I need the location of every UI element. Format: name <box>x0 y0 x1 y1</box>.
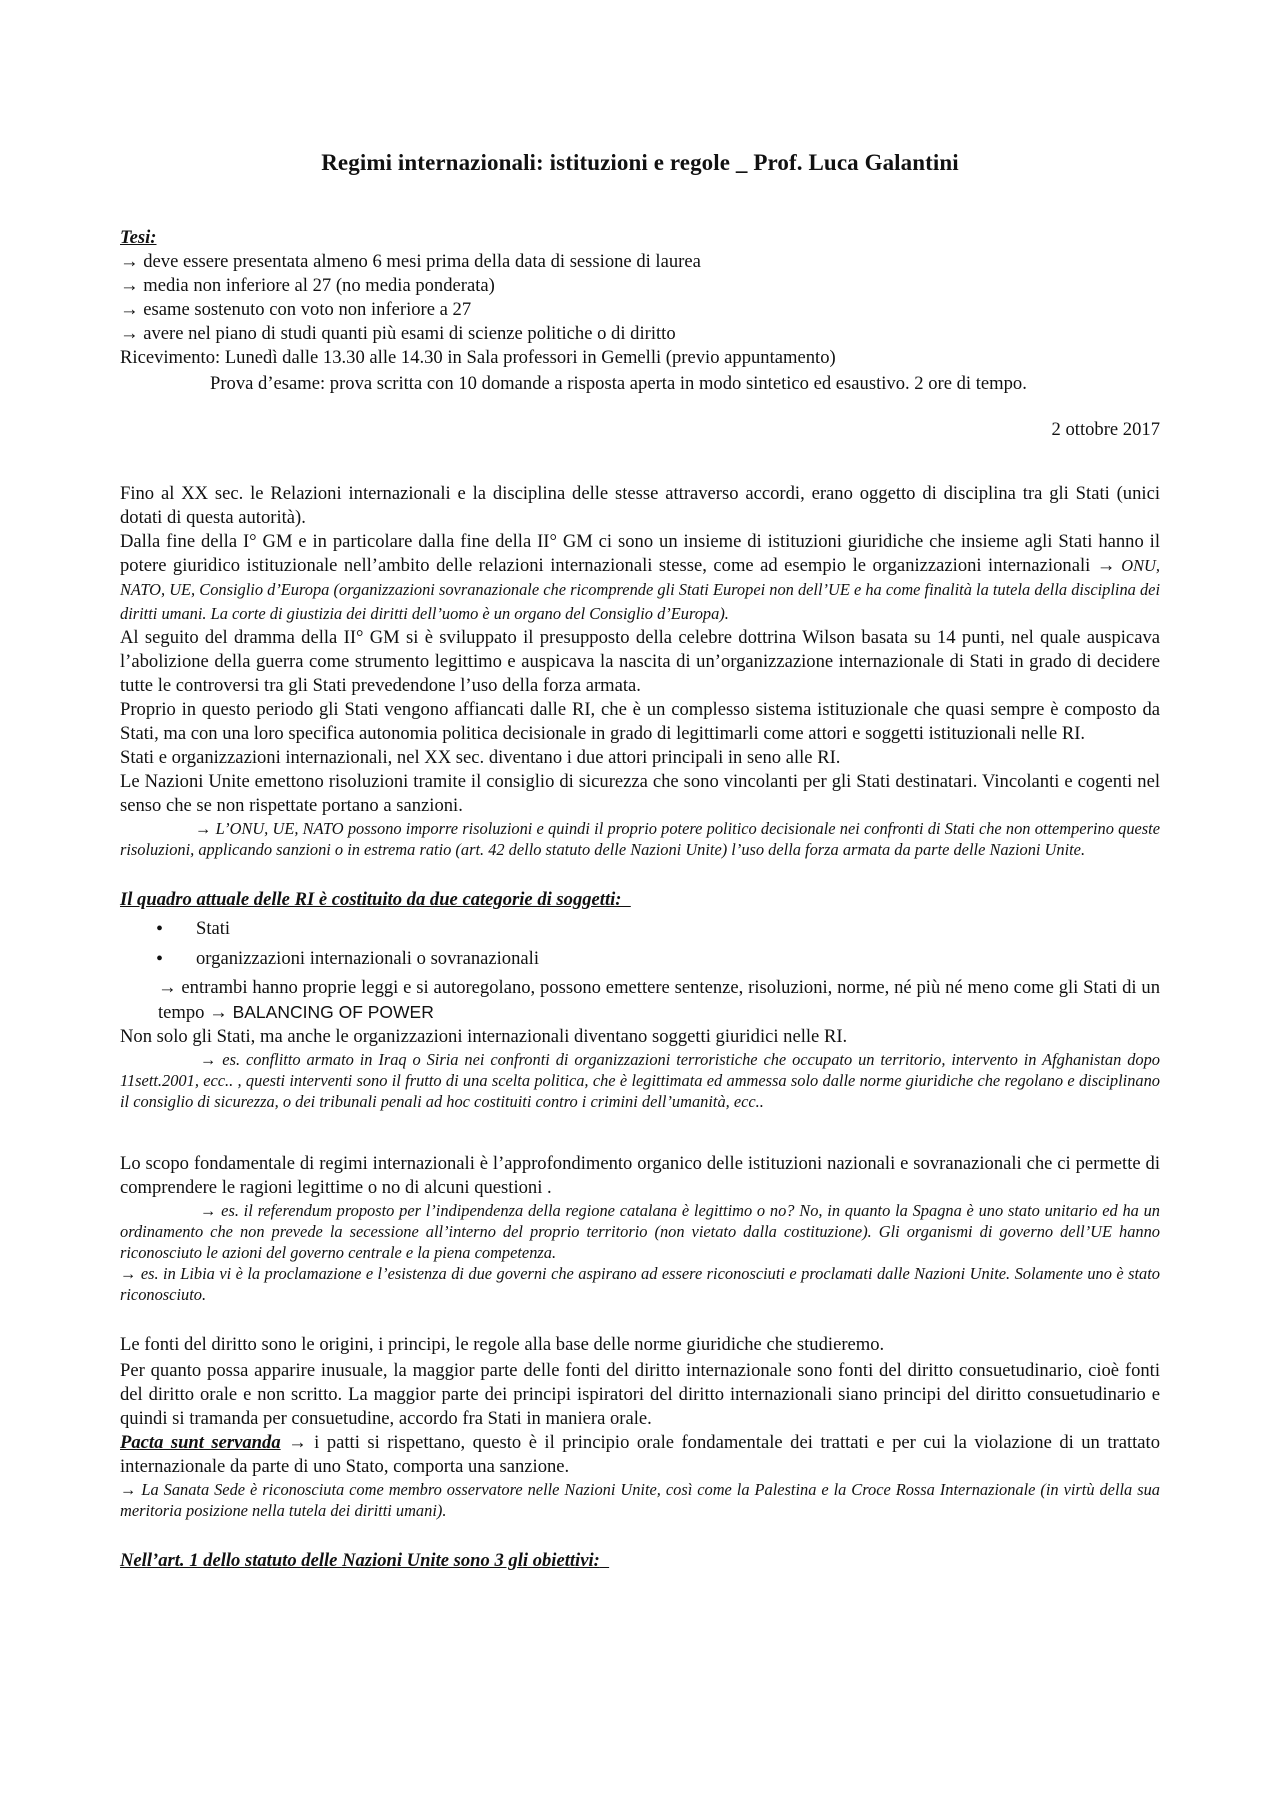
exam-info: Prova d’esame: prova scritta con 10 domande a risposta aperta in modo sintetico ed esaustivo. 2 ore di tempo. <box>210 373 1027 394</box>
tesi-heading: Tesi: <box>120 227 157 248</box>
document-body <box>120 150 1160 1573</box>
tesi-item: → esame sostenuto con voto non inferiore a 27 <box>120 299 472 320</box>
paragraph: Lo scopo fondamentale di regimi internazionali è l’approfondimento organico delle istituzioni nazionali e sovranazionali che ci permette di comprendere le ragioni legittime o no di alcuni questioni . <box>120 1153 1160 1198</box>
paragraph: Al seguito del dramma della II° GM si è sviluppato il presupposto della celebre dottrina Wilson basata su 14 punti, nel quale auspicava l’abolizione della guerra come strumento legittimo e auspicava la nascita di un’organizzazione internazionale di Stati in grado di decidere tutte le controversi tra gli Stati prevedendone l’uso della forza armata. <box>120 627 1160 696</box>
note-paragraph: → es. conflitto armato in Iraq o Siria nei confronti di organizzazioni terroristiche che occupato un territorio, intervento in Afghanistan dopo 11sett.2001, ecc.. , questi interventi sono il frutto di una scelta politica, che è legittimata ed ammessa solo dalle norme giuridiche che regolano e disciplinano il consiglio di sicurezza, o dei tribunali penali ad hoc costituiti contro i crimini dell’umanità, ecc.. <box>120 1050 1160 1111</box>
list-item: • organizzazioni internazionali o sovranazionali <box>196 944 1160 974</box>
list-item: • Stati <box>196 914 1160 944</box>
ricevimento-text: Ricevimento: Lunedì dalle 13.30 alle 14.30 in Sala professori in Gemelli (previo appuntamento) <box>120 347 836 368</box>
tesi-item: → avere nel piano di studi quanti più esami di scienze politiche o di diritto <box>120 323 676 344</box>
note-paragraph: → es. in Libia vi è la proclamazione e l’esistenza di due governi che aspirano ad essere riconosciuti e proclamati dalle Nazioni Unite. Solamente uno è stato riconosciuto. <box>120 1264 1160 1304</box>
lecture-date: 2 ottobre 2017 <box>1051 419 1160 440</box>
paragraph: Fino al XX sec. le Relazioni internazionali e la disciplina delle stesse attraverso accordi, erano oggetto di disciplina tra gli Stati (unici dotati di questa autorità). <box>120 483 1160 528</box>
paragraph: Dalla fine della I° GM e in particolare dalla fine della II° GM ci sono un insieme di istituzioni giuridiche che insieme agli Stati hanno il potere giuridico istituzionale nell’ambito delle relazioni internazionali stesse, come ad esempio le organizzazioni internazionali → ONU, NATO, UE, Consiglio d’Europa (organizzazioni sovranazionale che ricomprende gli Stati Europei non dell’UE e ha come finalità la tutela della disciplina dei diritti umani. La corte di giustizia dei diritti dell’uomo è un organo del Consiglio d’Europa). <box>120 531 1160 623</box>
paragraph: Pacta sunt servanda → i patti si rispettano, questo è il principio orale fondamentale dei trattati e per cui la violazione di un trattato internazionale da parte di uno Stato, comporta una sanzione. <box>120 1432 1160 1477</box>
tesi-item: → media non inferiore al 27 (no media ponderata) <box>120 275 495 296</box>
paragraph: Per quanto possa apparire inusuale, la maggior parte delle fonti del diritto internazionale sono fonti del diritto consuetudinario, cioè fonti del diritto orale e non scritto. La maggior parte dei principi ispiratori del diritto internazionali siano principi del diritto consuetudinario e quindi si tramanda per consuetudine, accordo fra Stati in maniera orale. <box>120 1360 1160 1429</box>
note-paragraph: → es. il referendum proposto per l’indipendenza della regione catalana è legittimo o no? No, in quanto la Spagna è uno stato unitario ed ha un ordinamento che non prevede la secessione all’interno del proprio territorio (non vietato dalla costituzione). Gli organismi di governo dell’UE hanno riconosciuto le azioni del governo centrale e la piena competenza. <box>120 1201 1160 1262</box>
section-heading: Il quadro attuale delle RI è costituito da due categorie di soggetti: <box>120 889 622 910</box>
note-paragraph: → L’ONU, UE, NATO possono imporre risoluzioni e quindi il proprio potere politico decisionale nei confronti di Stati che non ottemperino queste risoluzioni, applicando sanzioni o in estrema ratio (art. 42 dello statuto delle Nazioni Unite) l’uso della forza armata da parte delle Nazioni Unite. <box>120 819 1160 859</box>
paragraph: Non solo gli Stati, ma anche le organizzazioni internazionali diventano soggetti giuridici nelle RI. <box>120 1026 848 1047</box>
note-paragraph: → La Sanata Sede è riconosciuta come membro osservatore nelle Nazioni Unite, così come la Palestina e la Croce Rossa Internazionale (in virtù della sua meritoria posizione nella tutela dei diritti umani). <box>120 1480 1160 1520</box>
paragraph: Le fonti del diritto sono le origini, i principi, le regole alla base delle norme giuridiche che studieremo. <box>120 1334 885 1355</box>
document-title: Regimi internazionali: istituzioni e regole _ Prof. Luca Galantini <box>321 150 959 175</box>
tesi-item: → deve essere presentata almeno 6 mesi prima della data di sessione di laurea <box>120 251 701 272</box>
bullet-list <box>120 914 1160 974</box>
section-heading: Nell’art. 1 dello statuto delle Nazioni Unite sono 3 gli obiettivi: <box>120 1550 600 1571</box>
paragraph: Le Nazioni Unite emettono risoluzioni tramite il consiglio di sicurezza che sono vincolanti per gli Stati destinatari. Vincolanti e cogenti nel senso che se non rispettate portano a sanzioni. <box>120 771 1160 816</box>
paragraph: Stati e organizzazioni internazionali, nel XX sec. diventano i due attori principali in seno alle RI. <box>120 747 841 768</box>
paragraph: → entrambi hanno proprie leggi e si autoregolano, possono emettere sentenze, risoluzioni, norme, né più né meno come gli Stati di un tempo → BALANCING OF POWER <box>158 977 1160 1023</box>
paragraph: Proprio in questo periodo gli Stati vengono affiancati dalle RI, che è un complesso sistema istituzionale che quasi sempre è composto da Stati, ma con una loro specifica autonomia politica decisionale in grado di legittimarli come attori e soggetti istituzionali nelle RI. <box>120 699 1160 744</box>
